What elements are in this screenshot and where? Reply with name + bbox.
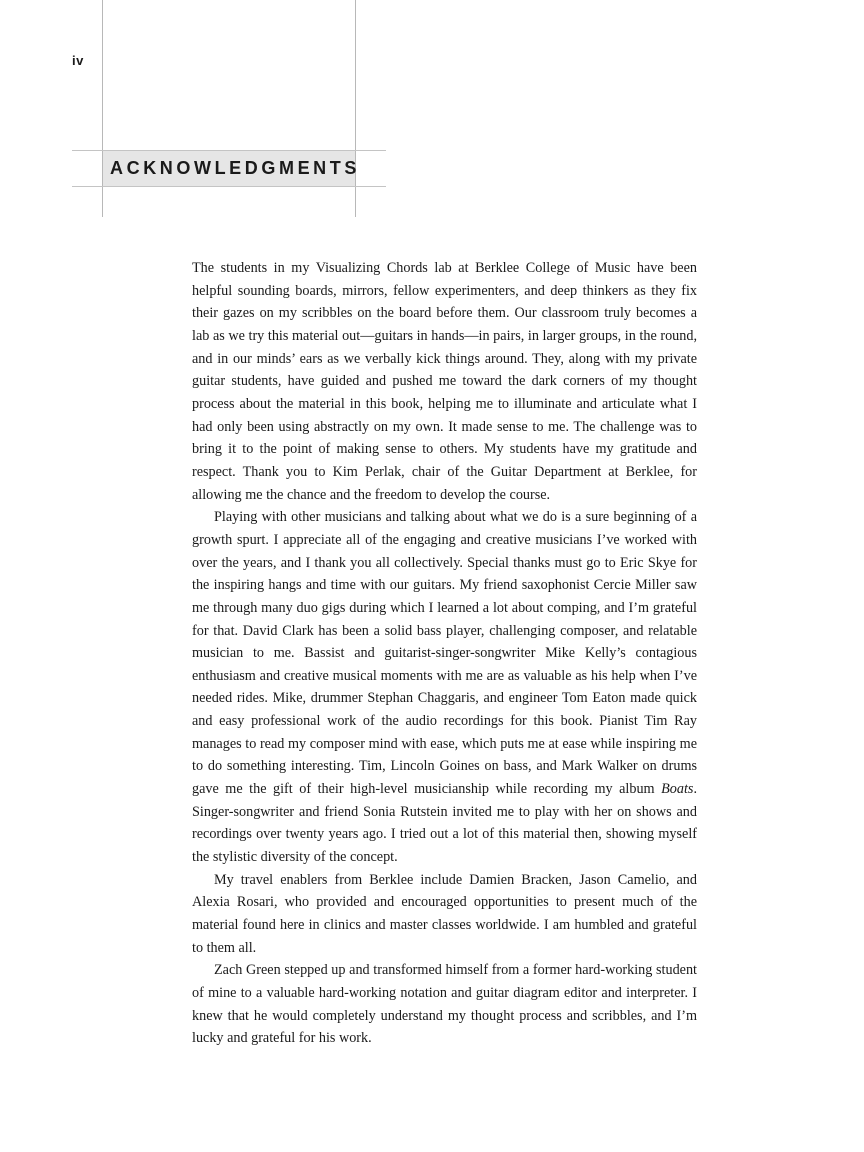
paragraph-2-text-a: Playing with other musicians and talking about what we do is a sure beginning of a growth spurt. I appreciate all of the engaging and creative musicians I’ve worked with over the years, and I thank you all collectively. Special thanks must go to Eric Skye for the inspiring hangs and time with our guitars. My friend saxophonist Cercie Miller saw me through many duo gigs during which I learned a lot about comping, and I’m grateful for that. David Clark has been a solid bass player, challenging composer, and relatable musician to me. Bassist and guitarist-singer-songwriter Mike Kelly’s contagious enthusiasm and creative musical moments with me are as valuable as his help when I’ve needed rides. Mike, drummer Stephan Chaggaris, and engineer Tom Eaton made quick and easy professional work of the audio recordings for this book. Pianist Tim Ray manages to read my composer mind with ease, which puts me at ease while inspiring me to do something interesting. Tim, Lincoln Goines on bass, and Mark Walker on drums gave me the gift of their high-level musicianship while recording my album: [192, 509, 697, 798]
chapter-title: ACKNOWLEDGMENTS: [110, 158, 360, 178]
frame-rule-bottom: [72, 186, 386, 187]
paragraph-2: [192, 506, 697, 869]
frame-rule-right: [355, 0, 356, 217]
paragraph-4: Zach Green stepped up and transformed himself from a former hard-working student of mine to a valuable hard-working notation and guitar diagram editor and interpreter. I knew that he would completely understand my thought process and scribbles, and I’m lucky and grateful for his work.: [192, 962, 697, 1047]
paragraph-1: The students in my Visualizing Chords lab at Berklee College of Music have been helpful sounding boards, mirrors, fellow experimenters, and deep thinkers as they fix their gazes on my scribbles on the board before them. Our classroom truly becomes a lab as we try this material out—guitars in hands—in pairs, in larger groups, in the round, and in our minds’ ears as we verbally kick things around. They, along with my private guitar students, have guided and pushed me toward the dark corners of my thought process about the material in this book, helping me to illuminate and articulate what I had only been using abstractly on my own. It made sense to me. The challenge was to bring it to the point of making sense to others. My students have my gratitude and respect. Thank you to Kim Perlak, chair of the Guitar Department at Berklee, for allowing me the chance and the freedom to develop the course.: [192, 260, 697, 503]
paragraph-3: My travel enablers from Berklee include Damien Bracken, Jason Camelio, and Alexia Rosari, who provided and encouraged opportunities to present much of the material found here in clinics and master classes worldwide. I am humbled and grateful to them all.: [192, 871, 697, 956]
album-title: Boats: [661, 781, 694, 798]
paragraph-2-text-b: . Singer-songwriter and friend Sonia Rutstein invited me to play with her on shows and recordings over twenty years ago. I tried out a lot of this material then, showing myself the stylistic diversity of the concept.: [192, 781, 697, 866]
page-number: iv: [72, 53, 84, 68]
body-text: [192, 257, 697, 1050]
